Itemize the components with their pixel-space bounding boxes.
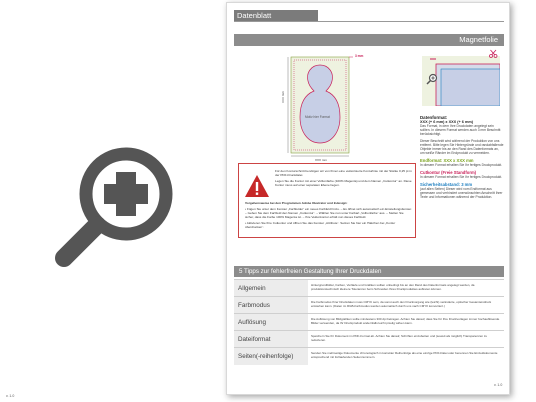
safety-heading: Sicherheitsabstand: 3 mm — [420, 182, 473, 187]
warning-text-3: Vorgehensweise bei den Programmen Adobe Illustrator und Indesign: — [245, 201, 348, 205]
tips-row — [234, 297, 504, 314]
artwork-inner-text: Motiv hier Format — [305, 115, 330, 119]
endformat-text: In diesem Format erhalten Sie Ihr fertiges Druckprodukt. — [420, 163, 503, 167]
endformat-heading: Endformat: XXX x XXX mm — [420, 158, 474, 163]
tips-title: 5 Tipps zur fehlerfreien Gestaltung Ihrer Druckdaten — [234, 266, 504, 277]
warning-text-5: • Aktivieren Sie Ihre Cutkontur und öffnen Sie das Fenster „Attribute“. Setzen Sie hier ein Häkchen bei „Kontur überdrucken“. — [245, 220, 396, 229]
cutline-text: In diesem Format erhalten Sie Ihr fertiges Druckprodukt. — [420, 175, 503, 179]
artwork-dimension-height: XXX mm — [281, 91, 285, 103]
warning-text-1: Für den Konturschnitt benötigen wir von Ihnen eine vektorisierte Konturlinie mit der Stärke 0,25 pt in der PDF-Druckdatei. — [275, 169, 412, 177]
bleed-note-text: Dieser Beschnitt wird während der Produktion von uns entfernt. Bitte legen Sie Hintergründe und randabfallende Objekte immer bis an den Rand des Datenformats an, um weiße Ränder im Endprodukt zu vermeiden. — [420, 139, 504, 155]
tips-row — [234, 331, 504, 348]
format-info-column — [420, 115, 504, 199]
cutline-heading: Cutkontur (Freie Standform) — [420, 170, 477, 175]
tip-label: Farbmodus — [234, 297, 308, 314]
datasheet-page — [226, 2, 510, 395]
datenformat-text: Das Format, in dem Ihre Druckdaten angelegt sein sollten. In diesem Format werden auch 3 mm Beschnitt berücksichtigt. — [420, 124, 501, 136]
header-divider — [234, 21, 504, 22]
warning-steps-block — [245, 202, 413, 229]
header-label: Datenblatt — [234, 10, 318, 21]
tip-label: Seiten(-reihenfolge) — [234, 348, 308, 365]
safety-text: (auf allen Seiten) Dieser wird vom Endformat aus gemessen und verhindert unerwünschten Anschnitt Ihrer Texte und Informationen während der Produktion. — [420, 187, 503, 199]
artwork-template — [287, 51, 355, 159]
tips-table — [234, 279, 504, 365]
tip-text: Hintergrundbilder, Farben, Verläufe und Grafiken sollten unbedingt bis an den Rand des Datenformats angelegt werden, da produktionstechnisch kleinere Toleranzen beim Schneiden Ihres Druckproduktes auftreten können. — [308, 280, 504, 297]
warning-triangle-icon — [244, 174, 270, 198]
page-title: Magnetfolie — [234, 34, 504, 46]
tips-row — [234, 280, 504, 297]
warning-text-4: • Fügen Sie unter dem Fenster „Farbfelder“ ein neues Farbfeld hinzu. – Es öffnet sich automatisch ein Einstellungsfenster. – Geben Sie dem Farbfeld den Namen „Cutkontur“. – Wählen Sie nun unter Farbart „Volltonfarbe“ aus. – Stellen Sie sicher, dass die Farbe 100% Magenta ist. – Ihre Vektorkontur erhält nun dieses Farbfeld. — [245, 206, 412, 219]
artwork-dimension-width: XXX mm — [315, 158, 327, 162]
zoom-in-icon[interactable] — [42, 130, 192, 280]
tip-text: Die Auflösung von Bildgrafiken sollte mindestens 300 dpi betragen. Achten Sie darauf, dass Sie für Ihre Druckvorlagen immer hochauflösende Bilder verwenden, da Ihr Druckprodukt andernfalls leicht pixelig wirken kann. — [308, 314, 504, 331]
tip-text: Die Farbmodus Ihrer Druckdaten muss CMYK sein, da sonst auch den Druckvorgang wie (leicht) veränderte, optischer Gesamteindruck entstehen kann. (Daten im RGB-Farbmodus werden automatisch durch uns nach CMYK konvertiert.) — [308, 297, 504, 314]
tip-label: Auflösung — [234, 314, 308, 331]
datenformat-heading: Datenformat: — [420, 115, 448, 120]
magnifier-small-icon — [426, 73, 438, 85]
artwork-dimension-top: 3 mm — [355, 54, 364, 58]
tip-text: Speichern Sie Ihr Dokument im PDF-Format ab. Achten Sie darauf, Schriften einzubetten und (soweit als möglich) Transparenzen zu reduzieren. — [308, 331, 504, 348]
version-label-left: v. 1.0 — [6, 394, 15, 398]
tips-row — [234, 314, 504, 331]
tip-text: Senden Sie mehrseitige Dokumente chronologisch in korrekter Reihenfolge als eine einzige PDF-Datei oder benennen Sie Einzeldokumente entsprechend mit fortlaufenden Seitennummern. — [308, 348, 504, 365]
warning-text-2: Legen Sie die Kontur mit einer Volltonfarbe (100% Magenta) und dem Namen „Cutkontur“ an. Diese Kontur muss auf einer separaten Ebene liegen. — [275, 178, 412, 187]
warning-text-block — [275, 170, 413, 188]
datenformat-size: XXX (+ 6 mm) x XXX (+ 6 mm) — [420, 120, 473, 124]
cutline-warning-box — [238, 163, 416, 238]
version-label-right: v. 1.0 — [494, 383, 503, 387]
tip-label: Dateiformat — [234, 331, 308, 348]
tips-row — [234, 348, 504, 365]
scissors-icon — [489, 49, 498, 58]
tip-label: Allgemein — [234, 280, 308, 297]
